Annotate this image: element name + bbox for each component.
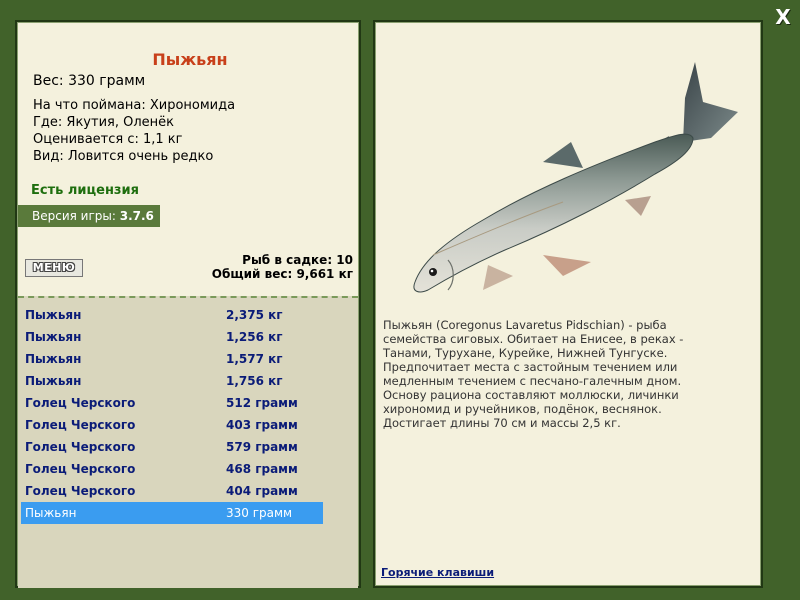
menu-button[interactable]: МЕНЮ [25,259,83,277]
catch-name: Пыжьян [25,352,82,366]
close-icon[interactable]: X [775,5,791,29]
fish-rarity: Вид: Ловится очень редко [33,149,214,164]
catch-list [18,296,358,588]
fish-bait: На что поймана: Хирономида [33,98,236,113]
fish-image [393,50,748,300]
catch-weight: 330 грамм [226,506,293,520]
catch-name: Голец Черского [25,484,136,498]
catch-weight: 1,256 кг [226,330,283,344]
catch-row[interactable] [21,502,323,524]
catch-weight: 512 грамм [226,396,298,410]
catch-row[interactable] [21,436,323,458]
fish-valued-from: Оценивается с: 1,1 кг [33,132,183,147]
cage-stats [212,253,353,281]
fish-weight: Вес: 330 грамм [33,73,146,89]
fish-info-panel [15,20,361,588]
catch-row[interactable] [21,304,323,326]
fish-name-title: Пыжьян [152,50,228,69]
game-version [18,205,160,227]
catch-row[interactable] [21,326,323,348]
version-value: 3.7.6 [119,209,154,223]
catch-name: Голец Черского [25,418,136,432]
catch-weight: 1,756 кг [226,374,283,388]
catch-name: Голец Черского [25,440,136,454]
catch-row[interactable] [21,458,323,480]
catch-row[interactable] [21,392,323,414]
hotkeys-link[interactable]: Горячие клавиши [381,566,495,579]
cage-fish-count: Рыб в садке: 10 [242,253,353,267]
catch-row[interactable] [21,414,323,436]
catch-row[interactable] [21,348,323,370]
license-status: Есть лицензия [31,183,139,198]
catch-weight: 404 грамм [226,484,298,498]
catch-name: Пыжьян [25,374,82,388]
catch-weight: 579 грамм [226,440,298,454]
catch-name: Пыжьян [25,330,82,344]
catch-name: Голец Черского [25,396,136,410]
catch-name: Голец Черского [25,462,136,476]
catch-weight: 468 грамм [226,462,298,476]
cage-total-weight: Общий вес: 9,661 кг [211,267,353,281]
catch-row[interactable] [21,370,323,392]
fish-details [33,97,235,165]
fish-description: Пыжьян (Coregonus Lavaretus Pidschian) - рыба семейства сиговых. Обитает на Енисее, в реках - Танами, Турухане, Курейке, Нижней Тунгуске. Предпочитает места с застойным течением или медленным течением с песчано-галечным дном. Основу рациона составляют моллюски, личинки хирономид и ручейников, подёнок, веснянок. Достигает длины 70 см и массы 2,5 кг. [383,318,684,430]
fish-location: Где: Якутия, Оленёк [33,115,175,130]
version-label: Версия игры: [32,209,116,223]
catch-row[interactable] [21,480,323,502]
catch-weight: 403 грамм [226,418,298,432]
catch-name: Пыжьян [25,506,77,520]
fish-description-panel [373,20,763,588]
catch-weight: 1,577 кг [226,352,283,366]
catch-name: Пыжьян [25,308,82,322]
catch-weight: 2,375 кг [226,308,283,322]
